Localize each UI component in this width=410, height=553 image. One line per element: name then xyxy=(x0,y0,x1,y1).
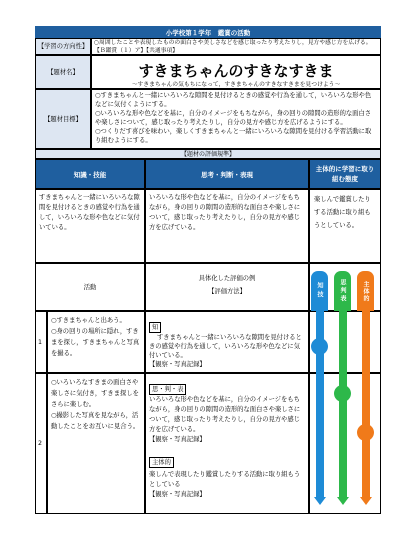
knowledge-bar-label: 知技 xyxy=(316,282,323,300)
eval-method: 【観察・写真記録】 xyxy=(149,436,206,443)
eval-method: 【観察・写真記録】 xyxy=(149,491,206,498)
thinking-bar xyxy=(339,311,347,497)
plan-header-method: 【評価方法】 xyxy=(208,288,246,295)
attitude-bar-label: 主体的 xyxy=(362,280,369,302)
eval-tag: 知 xyxy=(149,322,161,333)
goal-label: 【題材目標】 xyxy=(35,89,91,149)
subject-title: すきまちゃんのすきなすきま xyxy=(138,62,334,80)
thinking-bar-label: 思判表 xyxy=(339,279,346,303)
learning-direction-text: ○周囲したことや表現したものの面白さや美しさなどを感じ取ったり考えたりし，見方や感じ方を広げる。【Ｂ鑑賞（１）ア】【共通事項】 xyxy=(91,38,381,55)
goal-item: ○いろいろな形や色などを基に，自分のイメージをもちながら，身の回りの隙間の造形的な面白さや楽しさについて，感じ取ったり考えたりし，自分の見方や感じ方を広げるようにする。 xyxy=(95,110,372,126)
attitude-dot xyxy=(357,424,374,441)
eval-cell-attitude: 楽しんで鑑賞したりする活動に取り組もうとしている。 xyxy=(309,189,381,263)
plan-header-example: 具体化した評価の例 xyxy=(198,275,256,282)
eval-method: 【観察・写真記録】 xyxy=(149,361,206,368)
goal-item: ○つくりだす喜びを味わい，楽しくすきまちゃんと一緒にいろいろな隙間を見付ける学習活動に取り組むようにする。 xyxy=(95,128,372,144)
learning-direction-label: 【学習の方向性】 xyxy=(35,38,91,55)
row-activities xyxy=(47,311,145,373)
knowledge-bar-label-box xyxy=(311,271,328,311)
eval-header-thinking: 思考・判断・表現 xyxy=(145,159,309,189)
eval-tag: 思・判・表 xyxy=(149,384,186,395)
attitude-bar xyxy=(362,311,370,497)
thinking-dot xyxy=(334,385,351,402)
thinking-arrowhead xyxy=(337,497,349,505)
eval-text: すきまちゃんと一緒にいろいろな隙間を見付けるときの感覚や行為を通して，いろいろな形や色などに気付いている。 xyxy=(149,334,302,359)
page-title: 小学校第１学年 鑑賞の活動 xyxy=(35,26,381,38)
eval-cell-knowledge: すきまちゃんと一緒にいろいろな隙間を見付けるときの感覚や行為を通して，いろいろな形や色などに気付いている。 xyxy=(35,189,145,263)
eval-title: 【題材の評価規準】 xyxy=(35,149,381,159)
row-activities xyxy=(47,373,145,514)
goal-item: ○すきまちゃんと一緒にいろいろな隙間を見付けるときの感覚や行為を通して，いろいろな形や色などに気付くようにする。 xyxy=(95,92,372,108)
attitude-arrowhead xyxy=(360,497,372,505)
attitude-bar-label-box xyxy=(357,271,374,311)
knowledge-arrowhead xyxy=(314,497,326,505)
subject-label: 【題材名】 xyxy=(35,55,91,89)
eval-header-attitude: 主体的に学習に取り組む態度 xyxy=(309,159,381,189)
eval-text: いろいろな形や色などを基に，自分のイメージをもちながら，身の回りの隙間の造形的な面白さや楽しさについて，感じ取ったり考えたりし，自分の見方や感じ方を広げている。 xyxy=(149,396,301,433)
eval-header-knowledge: 知識・技能 xyxy=(35,159,145,189)
activity-item: ○撮影した写真を見ながら，活動したことをお互いに見合う。 xyxy=(51,412,140,430)
subject-cell xyxy=(91,55,381,89)
eval-text: 楽しんで表現したり鑑賞したりする活動に取り組もうとしている xyxy=(149,471,301,488)
eval-tag: 主体的 xyxy=(149,457,174,468)
activity-item: ○身の回りの場所に隠れ，すきまを探し，すきまちゃんと写真を撮る。 xyxy=(51,328,140,357)
plan-header-example-cell xyxy=(145,263,309,311)
row-number: 2 xyxy=(35,373,47,514)
row-eval xyxy=(145,373,309,514)
thinking-bar-label-box xyxy=(334,271,351,311)
knowledge-dot xyxy=(311,338,328,355)
subject-subtitle: ～すきまちゃんの気もちになって，すきまちゃんのすきなすきまを見つけよう～ xyxy=(131,82,341,88)
eval-cell-thinking: いろいろな形や色などを基に，自分のイメージをもちながら，身の回りの隙間の造形的な面白さや楽しさについて，感じ取ったり考えたりし，自分の見方や感じ方を広げている。 xyxy=(145,189,309,263)
activity-item: ○すきまちゃんと出あう。 xyxy=(51,317,126,324)
plan-header-activity: 活動 xyxy=(35,263,145,311)
row-eval xyxy=(145,311,309,373)
activity-item: ○いろいろなすきまの面白さや楽しさに気付き，すきま探しをさらに楽しむ。 xyxy=(51,379,139,408)
row-number: 1 xyxy=(35,311,47,373)
goals-cell xyxy=(91,89,381,149)
